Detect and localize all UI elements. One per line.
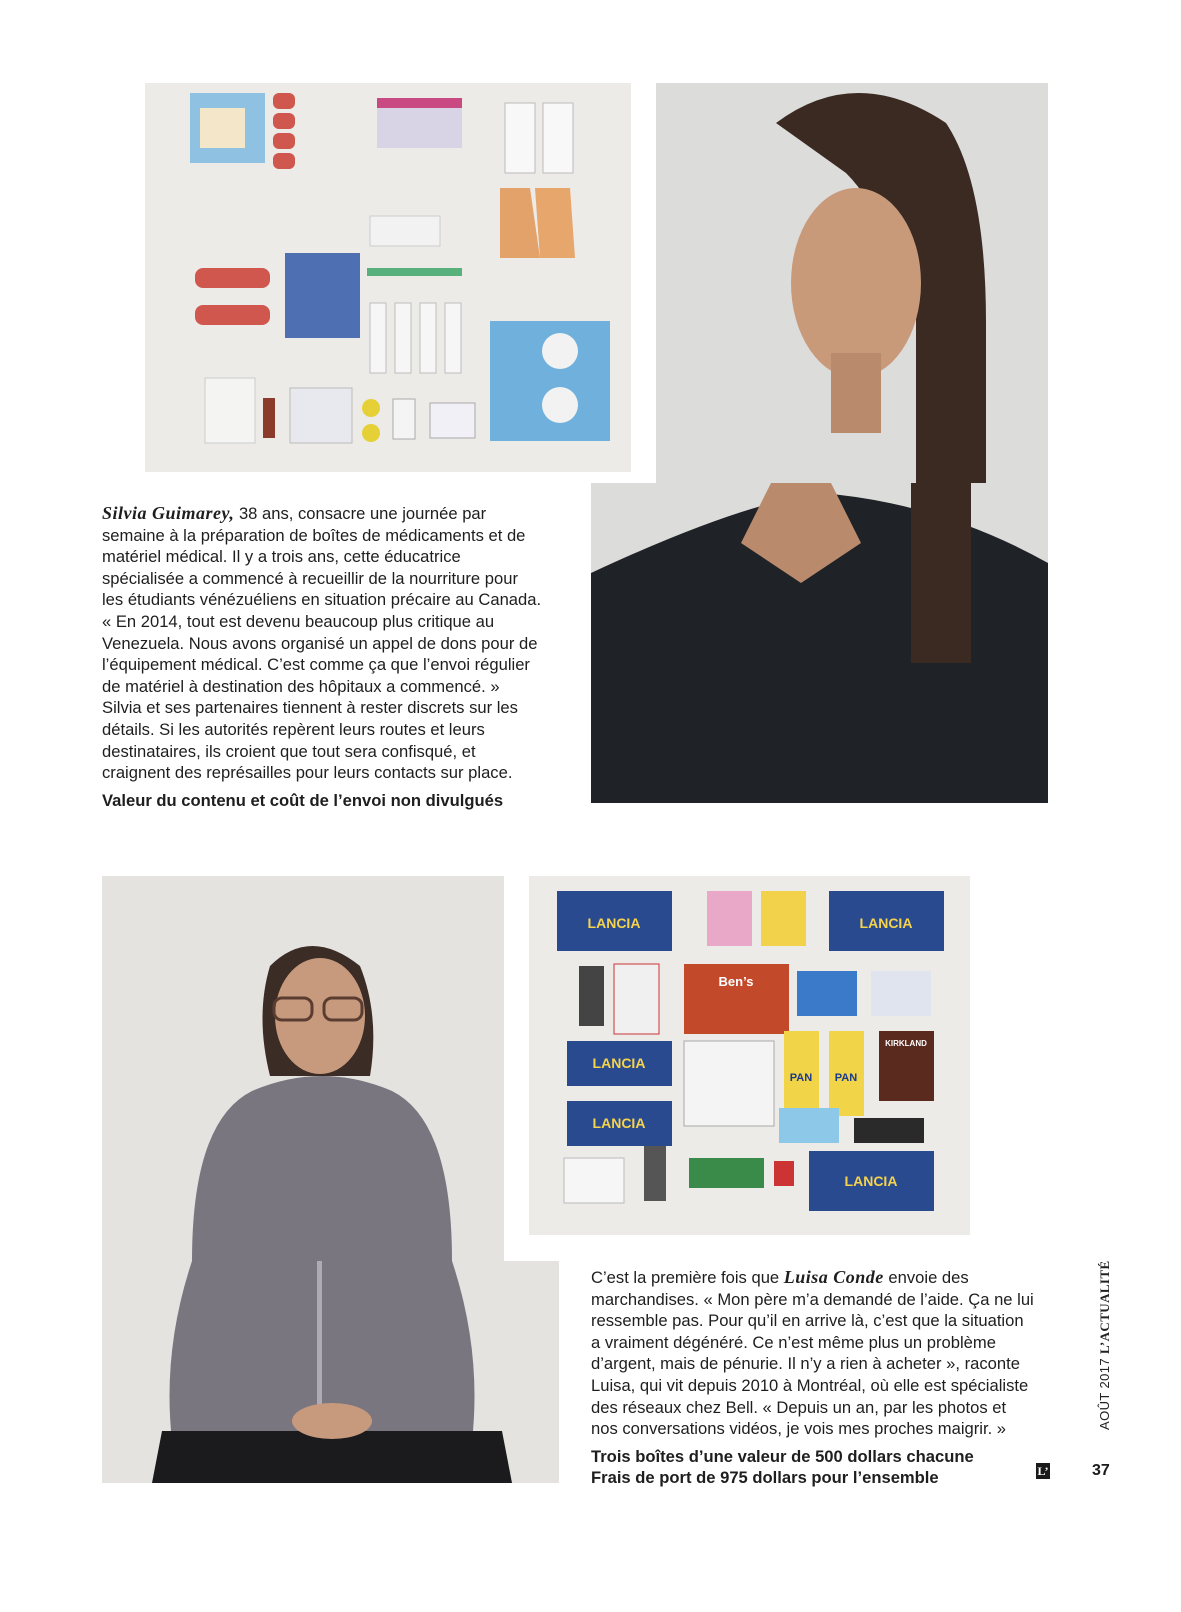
caption-line: nos conversations vidéos, je vois mes proches maigrir. » bbox=[591, 1419, 1007, 1439]
caption-line: « En 2014, tout est devenu beaucoup plus critique au bbox=[102, 611, 495, 631]
silvia-portrait-photo bbox=[656, 83, 1048, 483]
medical-supplies-photo bbox=[145, 83, 631, 472]
caption-line: marchandises. « Mon père m’a demandé de l’aide. Ça ne lui bbox=[591, 1289, 1034, 1309]
caption-line: les étudiants vénézuéliens en situation précaire au Canada. bbox=[102, 590, 542, 610]
silvia-name: Silvia Guimarey, bbox=[102, 503, 235, 523]
magazine-name: L’ACTUALITÉ bbox=[1097, 1260, 1112, 1354]
caption-intro-end: envoie des bbox=[883, 1268, 969, 1287]
page-number: 37 bbox=[1092, 1462, 1110, 1479]
caption-line: craignent des représailles pour leurs contacts sur place. bbox=[102, 763, 513, 783]
luisa-name: Luisa Conde bbox=[783, 1267, 884, 1287]
luisa-portrait-photo bbox=[102, 876, 504, 1261]
silvia-value-note: Valeur du contenu et coût de l’envoi non divulgués bbox=[102, 790, 504, 810]
lancia-label: LANCIA bbox=[859, 915, 913, 931]
silvia-paragraph bbox=[102, 503, 572, 784]
pan-label: PAN bbox=[834, 1072, 858, 1084]
caption-line: d’argent, mais de pénurie. Il n’y a rien à acheter », raconte bbox=[591, 1354, 1020, 1374]
luisa-caption bbox=[591, 1267, 1061, 1489]
caption-line: matériel médical. Il y a trois ans, cette éducatrice bbox=[102, 547, 461, 567]
value-line: Frais de port de 975 dollars pour l’ensemble bbox=[591, 1468, 939, 1488]
caption-line: spécialisée a commencé à recueillir de la nourriture pour bbox=[102, 568, 518, 588]
silvia-caption bbox=[102, 503, 572, 811]
bens-label: Ben’s bbox=[718, 974, 754, 989]
luisa-portrait-photo-lower bbox=[102, 1261, 559, 1483]
caption-line: Luisa, qui vit depuis 2010 à Montréal, où elle est spécialiste bbox=[591, 1375, 1029, 1395]
caption-intro: C’est la première fois que bbox=[591, 1268, 784, 1287]
caption-line: a vraiment dégénéré. Ce n’est même plus un problème bbox=[591, 1332, 996, 1352]
caption-line: l’équipement médical. C’est comme ça que l’envoi régulier bbox=[102, 655, 530, 675]
caption-line: ressemble pas. Pour qu’il en arrive là, c’est que la situation bbox=[591, 1311, 1024, 1331]
caption-line: des réseaux chez Bell. « Depuis un an, par les photos et bbox=[591, 1397, 1007, 1417]
caption-line: Venezuela. Nous avons organisé un appel de dons pour de bbox=[102, 633, 538, 653]
luisa-paragraph bbox=[591, 1267, 1061, 1440]
lancia-label: LANCIA bbox=[587, 915, 641, 931]
food-supplies-photo bbox=[529, 876, 970, 1235]
issue-date: AOÛT 2017 bbox=[1097, 1357, 1112, 1430]
caption-line: destinataires, ils croient que tout sera confisqué, et bbox=[102, 741, 476, 761]
caption-line: semaine à la préparation de boîtes de médicaments et de bbox=[102, 525, 526, 545]
silvia-portrait-photo-lower bbox=[591, 483, 1048, 803]
caption-line: Silvia et ses partenaires tiennent à rester discrets sur les bbox=[102, 698, 518, 718]
kirkland-label: KIRKLAND bbox=[885, 1039, 927, 1048]
issue-date-label bbox=[1097, 1260, 1113, 1430]
value-line: Trois boîtes d’une valeur de 500 dollars chacune bbox=[591, 1446, 974, 1466]
lancia-label: LANCIA bbox=[592, 1115, 646, 1131]
lancia-label: LANCIA bbox=[844, 1173, 898, 1189]
pan-label: PAN bbox=[789, 1072, 813, 1084]
luisa-value-note bbox=[591, 1446, 1061, 1489]
caption-line: détails. Si les autorités repèrent leurs routes et leurs bbox=[102, 719, 485, 739]
lancia-label: LANCIA bbox=[592, 1055, 646, 1071]
caption-line: de matériel à destination des hôpitaux a commencé. » bbox=[102, 676, 500, 696]
caption-line: 38 ans, consacre une journée par bbox=[234, 504, 487, 523]
magazine-logo: L’ bbox=[1037, 1464, 1049, 1478]
